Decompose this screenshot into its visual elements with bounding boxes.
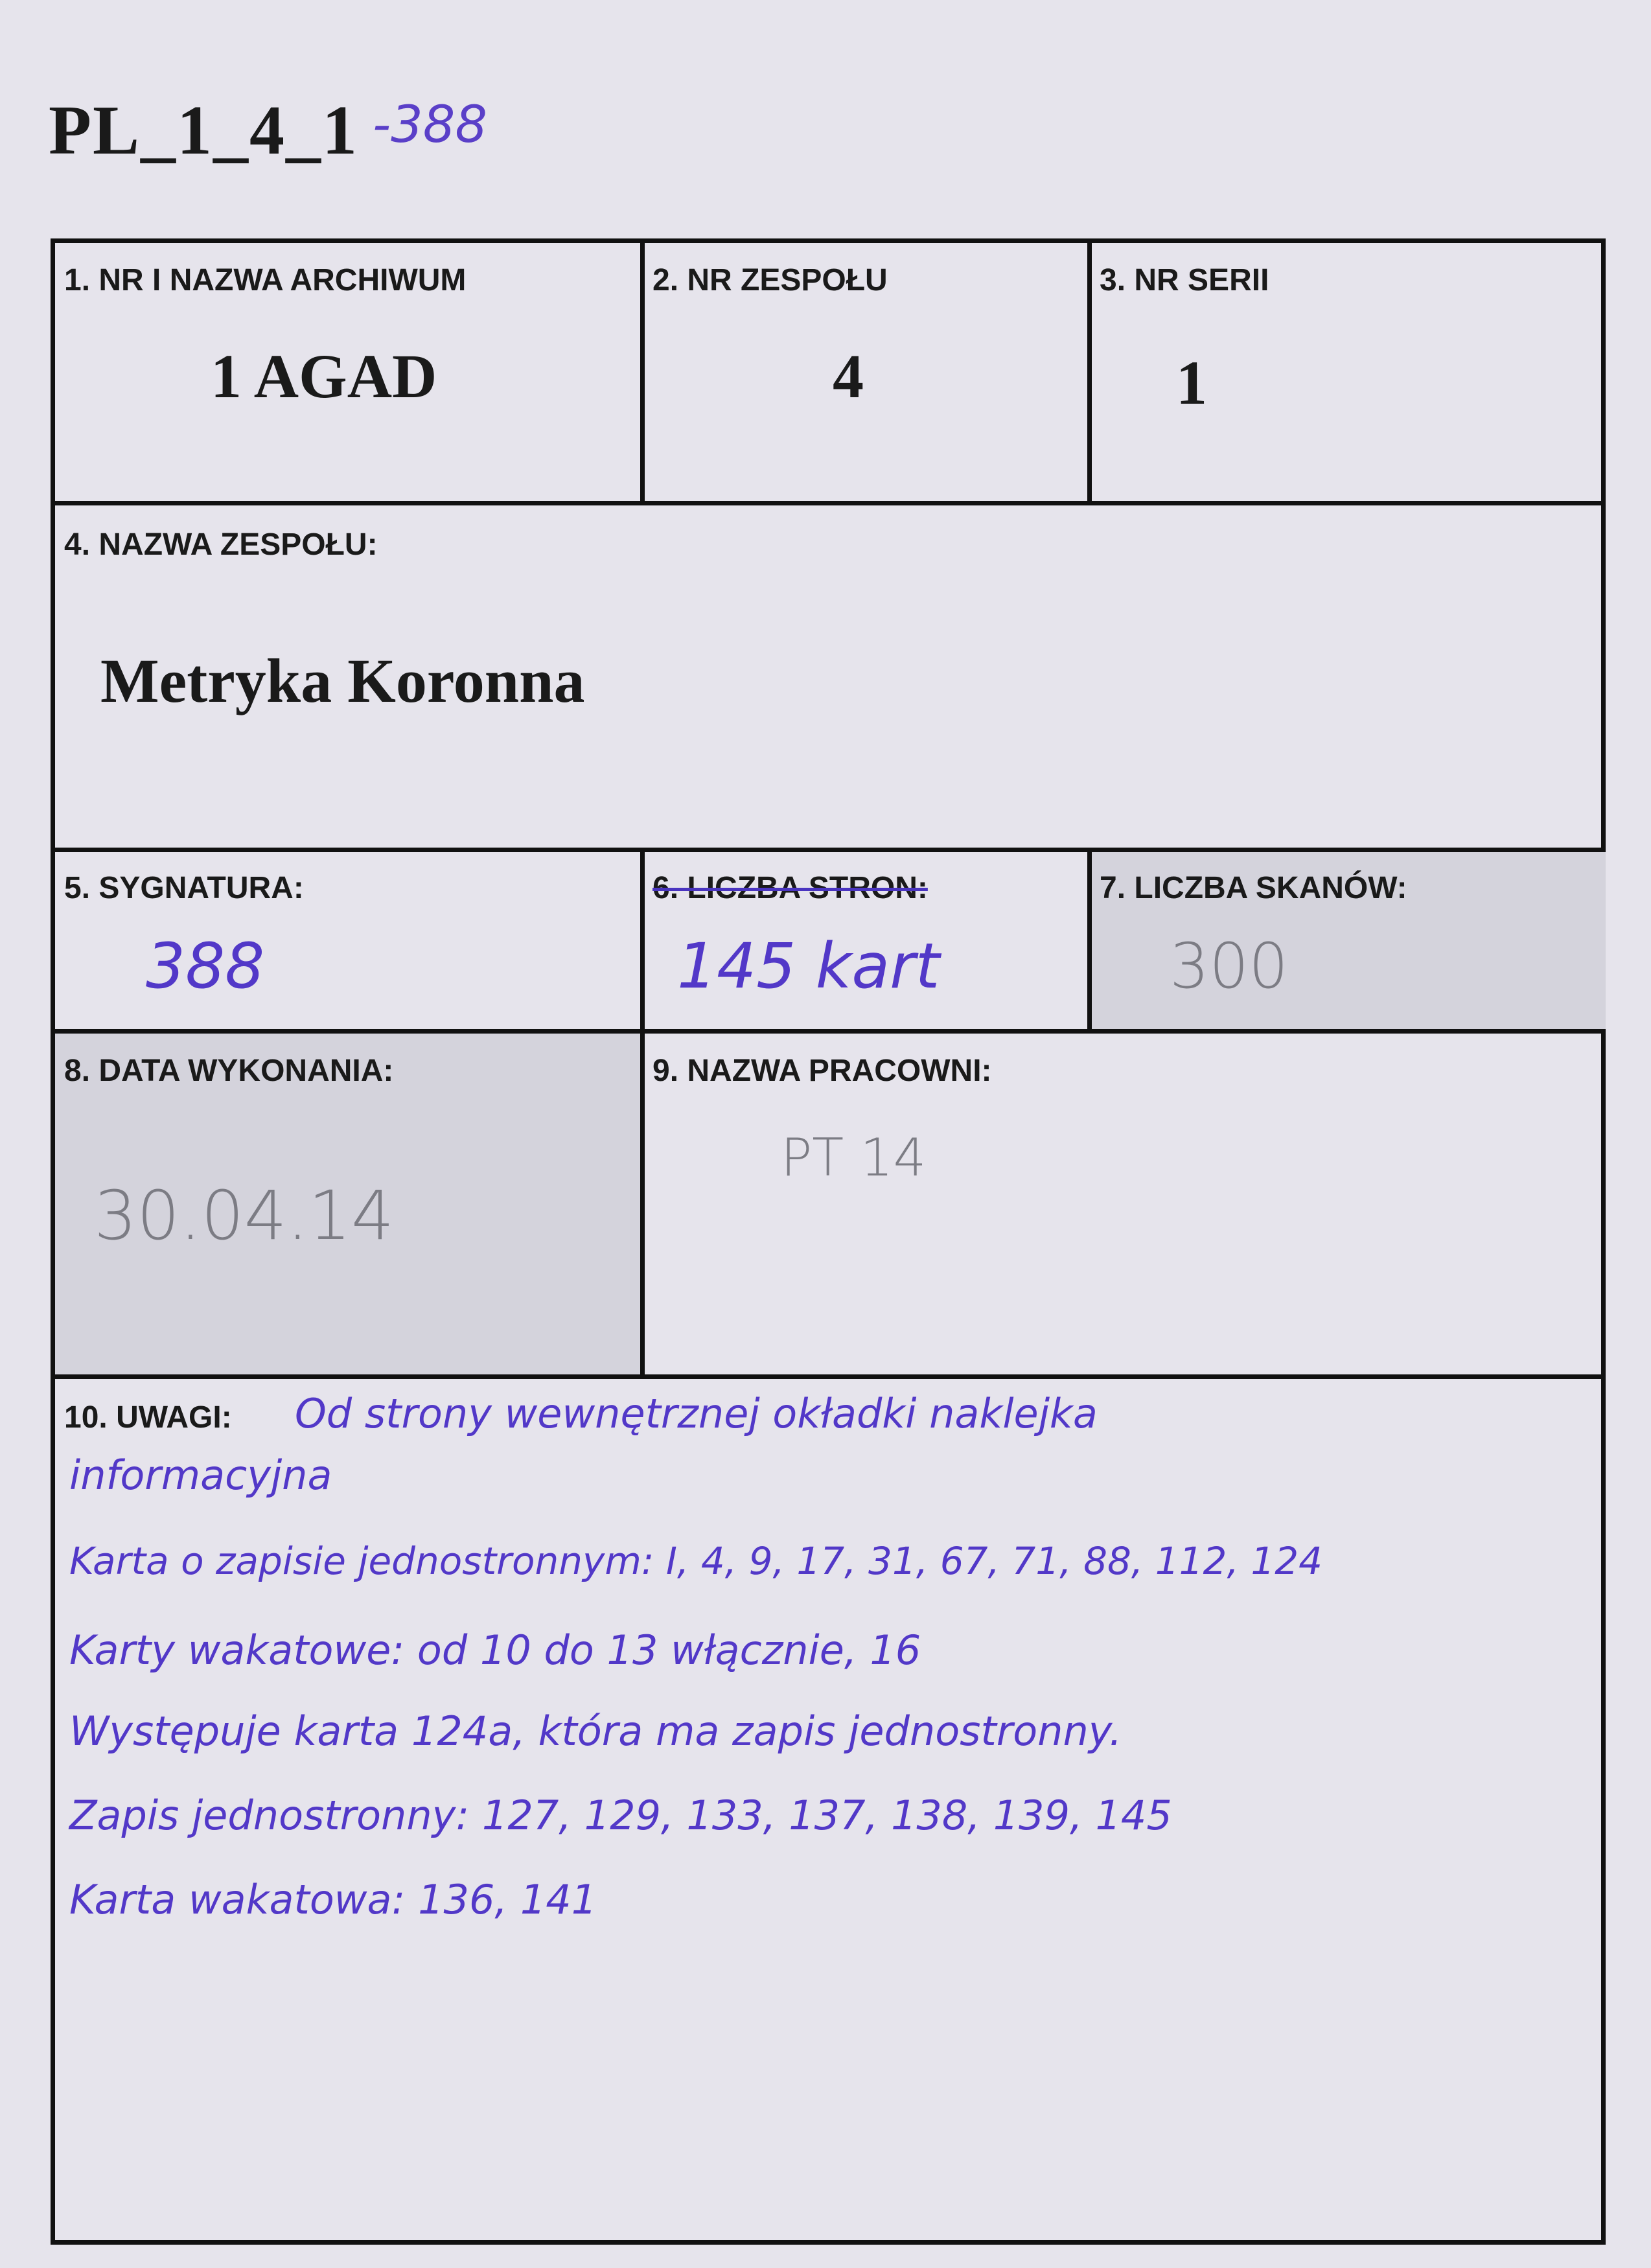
remarks-label: 10. UWAGI: — [64, 1400, 232, 1435]
series-number-value: 1 — [1176, 348, 1207, 417]
remarks-line: Występuje karta 124a, która ma zapis jednostronny. — [69, 1707, 1122, 1755]
remarks-line: Karty wakatowe: od 10 do 13 włącznie, 16 — [69, 1626, 921, 1674]
remarks-line: Zapis jednostronny: 127, 129, 133, 137, 138, 139, 145 — [69, 1792, 1172, 1839]
remarks-line: Od strony wewnętrznej okładki naklejka — [295, 1390, 1098, 1437]
row-divider — [55, 1374, 1606, 1379]
remarks-line: Karta o zapisie jednostronnym: I, 4, 9, 17, 31, 67, 71, 88, 112, 124 — [69, 1539, 1323, 1583]
pages-count-value: 145 kart — [677, 930, 940, 1002]
remarks-line: informacyjna — [69, 1452, 332, 1499]
remarks-line: Karta wakatowa: 136, 141 — [69, 1876, 597, 1923]
workshop-value: PT 14 — [781, 1128, 927, 1188]
metadata-form — [51, 238, 1606, 2245]
fonds-name-label: 4. NAZWA ZESPOŁU: — [64, 527, 378, 562]
archive-label: 1. NR I NAZWA ARCHIWUM — [64, 263, 467, 297]
column-divider — [1087, 848, 1092, 1029]
signature-value: 388 — [146, 930, 265, 1002]
date-label: 8. DATA WYKONANIA: — [64, 1054, 394, 1088]
column-divider — [1087, 243, 1092, 501]
workshop-label: 9. NAZWA PRACOWNI: — [652, 1054, 992, 1088]
document-reference-handwritten: -388 — [373, 96, 488, 154]
row-divider — [55, 848, 1606, 852]
fonds-number-value: 4 — [833, 341, 864, 411]
scans-count-label: 7. LICZBA SKANÓW: — [1100, 871, 1407, 905]
signature-label: 5. SYGNATURA: — [64, 871, 304, 905]
column-divider — [640, 243, 645, 501]
archive-value: 1 AGAD — [211, 341, 437, 411]
document-reference: PL_1_4_1 — [49, 92, 359, 169]
scans-count-value: 300 — [1170, 930, 1289, 1002]
series-number-label: 3. NR SERII — [1100, 263, 1269, 297]
fonds-name-value: Metryka Koronna — [100, 646, 585, 715]
pages-count-label: 6. LICZBA STRON: — [652, 871, 928, 905]
row-divider — [55, 501, 1606, 505]
row-divider — [55, 1029, 1606, 1034]
fonds-number-label: 2. NR ZESPOŁU — [652, 263, 888, 297]
column-divider — [640, 848, 645, 1374]
date-value: 30.04.14 — [94, 1176, 395, 1255]
